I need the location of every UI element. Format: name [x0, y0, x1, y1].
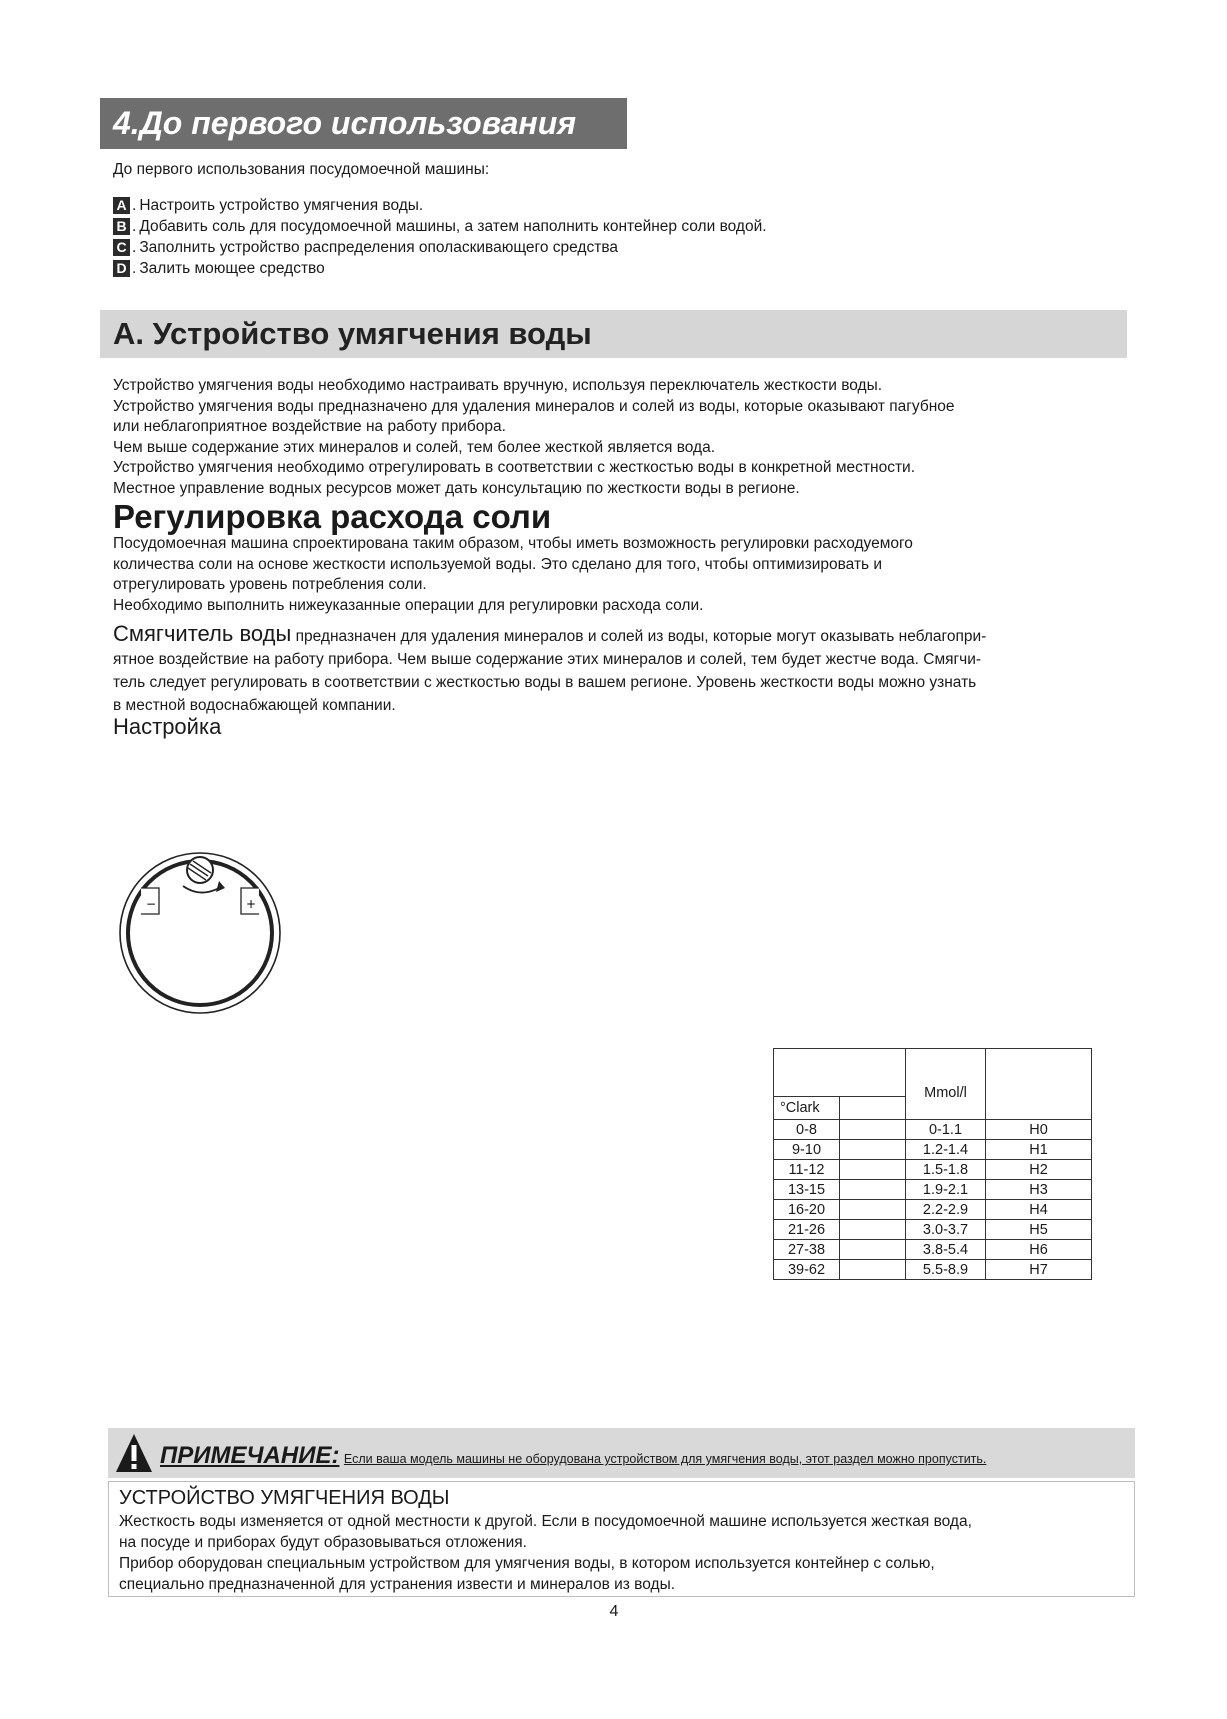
setup-heading: Настройка [113, 714, 222, 739]
empty-cell [840, 1260, 906, 1280]
step-badge: A [113, 197, 130, 214]
empty-cell [840, 1240, 906, 1260]
level-cell: H1 [986, 1140, 1092, 1160]
step-badge: C [113, 239, 130, 256]
paragraph-line: отрегулировать уровень потребления соли. [113, 576, 427, 593]
level-cell: H0 [986, 1120, 1092, 1140]
knob-icon [187, 857, 213, 883]
table-row [774, 1140, 1092, 1160]
rotate-arrow-icon [183, 886, 219, 893]
table-header-cell [840, 1097, 906, 1120]
section-4-title: 4.До первого использования [113, 105, 577, 141]
clark-cell: 21-26 [774, 1220, 840, 1240]
level-cell: H2 [986, 1160, 1092, 1180]
paragraph-line: тель следует регулировать в соответствии с жесткостью воды в вашем регионе. Уровень жесткости воды можно узнать [113, 674, 977, 691]
step-c: C . Заполнить устройство распределения ополаскивающего средства [113, 237, 767, 258]
step-text: Заполнить устройство распределения ополаскивающего средства [139, 239, 619, 256]
section-a-title: A. Устройство умягчения воды [113, 316, 592, 351]
step-b: B . Добавить соль для посудомоечной машины, а затем наполнить контейнер соли водой. [113, 216, 767, 237]
paragraph-line: количества соли на основе жесткости используемой воды. Это сделано для того, чтобы оптимизировать и [113, 555, 883, 573]
hardness-table [773, 1048, 1092, 1280]
paragraph-line: Чем выше содержание этих минералов и солей, тем более жесткой является вода. [113, 438, 716, 456]
empty-cell [840, 1220, 906, 1240]
softener-paragraph [113, 622, 986, 717]
mmol-cell: 3.0-3.7 [906, 1220, 986, 1240]
level-cell: H5 [986, 1220, 1092, 1240]
level-cell: H7 [986, 1260, 1092, 1280]
note-box-title: УСТРОЙСТВО УМЯГЧЕНИЯ ВОДЫ [119, 1487, 450, 1509]
empty-cell [840, 1200, 906, 1220]
level-cell: H3 [986, 1180, 1092, 1200]
note-text: Если ваша модель машины не оборудована устройством для умягчения воды, этот раздел можно пропустить. [343, 1452, 987, 1466]
mmol-cell: 5.5-8.9 [906, 1260, 986, 1280]
table-header-cell [774, 1049, 906, 1097]
empty-cell [840, 1180, 906, 1200]
step-text: Настроить устройство умягчения воды. [139, 197, 424, 214]
softener-lead: Смягчитель воды [113, 621, 292, 646]
table-header-mmol: Mmol/l [906, 1049, 986, 1120]
paragraph-line: Устройство умягчения воды необходимо настраивать вручную, используя переключатель жесткости воды. [113, 377, 883, 394]
table-row [774, 1120, 1092, 1140]
level-cell: H4 [986, 1200, 1092, 1220]
salt-paragraph [113, 534, 913, 616]
step-text: Залить моющее средство [139, 260, 325, 277]
clark-cell: 0-8 [774, 1120, 840, 1140]
mmol-cell: 0-1.1 [906, 1120, 986, 1140]
table-row [774, 1200, 1092, 1220]
clark-cell: 9-10 [774, 1140, 840, 1160]
arrow-head-icon [216, 881, 225, 892]
page-number: 4 [609, 1603, 619, 1620]
mmol-cell: 1.9-2.1 [906, 1180, 986, 1200]
note-label: ПРИМЕЧАНИЕ: [160, 1442, 340, 1469]
table-header-cell [986, 1049, 1092, 1120]
mmol-cell: 3.8-5.4 [906, 1240, 986, 1260]
clark-cell: 27-38 [774, 1240, 840, 1260]
hardness-dial-illustration [115, 848, 285, 1018]
table-row [774, 1220, 1092, 1240]
salt-heading: Регулировка расхода соли [113, 498, 552, 535]
clark-cell: 13-15 [774, 1180, 840, 1200]
clark-cell: 39-62 [774, 1260, 840, 1280]
step-text: Добавить соль для посудомоечной машины, а затем наполнить контейнер соли водой. [139, 218, 767, 235]
paragraph-line: или неблагоприятное воздействие на работу прибора. [113, 418, 506, 435]
step-badge: D [113, 260, 130, 277]
section-a-paragraph [113, 376, 955, 499]
paragraph-line: Жесткость воды изменяется от одной местности к другой. Если в посудомоечной машине используется жесткая вода, [119, 1513, 972, 1530]
step-a: A . Настроить устройство умягчения воды. [113, 195, 767, 216]
paragraph-line: Необходимо выполнить нижеуказанные операции для регулировки расхода соли. [113, 596, 704, 614]
table-row [774, 1260, 1092, 1280]
paragraph-line: Устройство умягчения необходимо отрегулировать в соответствии с жесткостью воды в конкретной местности. [113, 459, 916, 476]
table-row [774, 1240, 1092, 1260]
step-d: D . Залить моющее средство [113, 258, 767, 279]
mmol-cell: 2.2-2.9 [906, 1200, 986, 1220]
table-row [774, 1160, 1092, 1180]
clark-cell: 16-20 [774, 1200, 840, 1220]
paragraph-line: в местной водоснабжающей компании. [113, 697, 396, 714]
paragraph-line: на посуде и приборах будут образовываться отложения. [119, 1534, 527, 1551]
note-line [160, 1442, 986, 1470]
paragraph-line: Посудомоечная машина спроектирована таким образом, чтобы иметь возможность регулировки расходуемого [113, 535, 913, 552]
mmol-cell: 1.5-1.8 [906, 1160, 986, 1180]
paragraph-line: Прибор оборудован специальным устройством для умягчения воды, в котором используется контейнер с солью, [119, 1555, 935, 1572]
table-row [774, 1180, 1092, 1200]
note-box-paragraph [119, 1511, 972, 1595]
table-header-clark: °Clark [774, 1097, 840, 1120]
empty-cell [840, 1140, 906, 1160]
paragraph-line: ятное воздействие на работу прибора. Чем выше содержание этих минералов и солей, тем будет жестче вода. Смягчи- [113, 651, 982, 668]
level-cell: H6 [986, 1240, 1092, 1260]
empty-cell [840, 1160, 906, 1180]
paragraph-line: предназначен для удаления минералов и солей из воды, которые могут оказывать неблагопри- [291, 628, 987, 645]
steps-list [113, 195, 767, 279]
paragraph-line: Устройство умягчения воды предназначено для удаления минералов и солей из воды, которые оказывают пагубное [113, 397, 955, 415]
plus-label: + [246, 897, 257, 911]
paragraph-line: специально предназначенной для устранения извести и минералов из воды. [119, 1576, 676, 1593]
step-badge: B [113, 218, 130, 235]
minus-label: − [146, 897, 157, 911]
paragraph-line: Местное управление водных ресурсов может дать консультацию по жесткости воды в регионе. [113, 479, 800, 497]
empty-cell [840, 1120, 906, 1140]
mmol-cell: 1.2-1.4 [906, 1140, 986, 1160]
warning-icon [114, 1432, 154, 1474]
section-4-intro: До первого использования посудомоечной машины: [113, 161, 490, 178]
clark-cell: 11-12 [774, 1160, 840, 1180]
